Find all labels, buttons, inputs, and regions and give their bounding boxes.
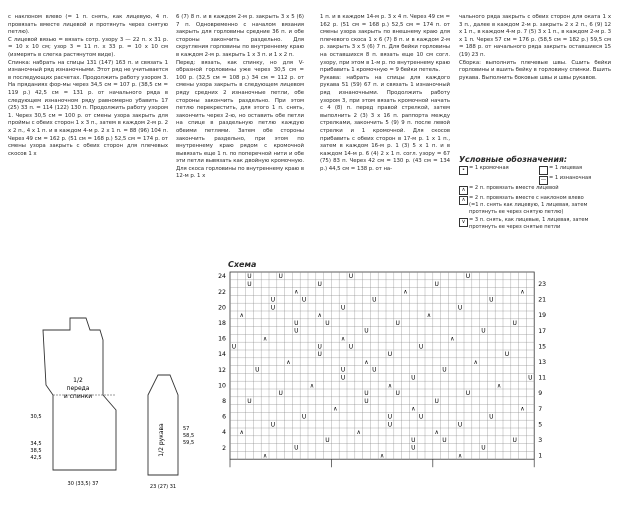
row-number-right: 17 — [538, 327, 547, 335]
stitch-symbol: ∧ — [457, 452, 463, 460]
stitch-symbol: ∧ — [262, 335, 268, 343]
row-number-left: 24 — [218, 273, 226, 281]
stitch-symbol: U — [512, 319, 517, 327]
stitch-symbol: U — [418, 343, 424, 351]
sleeve-label: 1/2 рукава — [158, 423, 165, 457]
stitch-symbol: ∧ — [286, 358, 291, 366]
row-number-right: 1 — [538, 452, 543, 460]
legend-text: = 1 лицевая — [549, 165, 583, 171]
row-number-right: 15 — [538, 343, 547, 351]
dim-hem3: 42,5 — [30, 455, 42, 461]
stitch-symbol: U — [348, 343, 354, 351]
dim-hem2: 38,5 — [30, 448, 42, 454]
stitch-symbol: U — [481, 444, 486, 452]
legend-text: = 1 кромочная — [469, 165, 509, 171]
paragraph: 6 (7) 8 п. и в каждом 2-м р. закрыть 3 х 5 (6) 7 п. Одновременно с началом вязания закрыть для горловины средние 36 п. и обе стороны закончить раздельно. Для скругления горловины по внутреннему краю в каждом 2-м р. закрыть 1 х 3 п. и 1 х 2 п. — [176, 14, 304, 58]
front-label-3: и спинки — [63, 393, 93, 400]
stitch-symbol: ∧ — [356, 429, 361, 437]
paragraph: с наклоном влево (= 1 п. снять, как лицевую, 4 п. провязать вместе лицевой и протянуть через снятую петлю). — [8, 14, 168, 36]
paragraph: Перед: вязать, как спинку, но для V-образной горловины уже через 30,5 см = 100 р. (32,5 см = 108 р.) 34 см = 112 р. от смены узора закрыть в следующем лицевом ряду средних 2 изнаночные петли, обе стороны закончить раздельно. При этом петлю перекрестить, для этого 1 п. снять, закончить через 2-ю, но оставить обе петли на спице в раздельную петлю каждую обеими петлями. Затем обе стороны закончить раздельно, при этом по внутреннему краю рядом с кромочной вывязать еще 1 п. по поперечной нити и обе эти петли вывязать как двойную кромочную. Для скоса горловины по внутреннему краю в 12-м р. 1 х — [176, 59, 304, 180]
sleeve-dim: 58,5 — [183, 433, 195, 439]
stitch-symbol: ∧ — [426, 312, 432, 320]
stitch-symbol: U — [364, 397, 369, 405]
legend-text: = 2 п. провязать вместе лицевой — [469, 185, 559, 191]
row-number-left: 18 — [218, 320, 226, 328]
stitch-symbol: U — [387, 413, 393, 421]
row-number-right: 23 — [538, 281, 547, 289]
row-number-left: 16 — [218, 335, 226, 343]
garment-pattern — [8, 300, 208, 500]
stitch-symbol: U — [348, 273, 354, 281]
stitch-symbol: ∧ — [387, 382, 393, 390]
stitch-symbol: U — [340, 374, 346, 382]
stitch-symbol: U — [528, 374, 533, 382]
row-number-left: 22 — [218, 288, 226, 296]
sleeve-dim: 59,5 — [183, 440, 195, 446]
stitch-symbol: U — [465, 273, 471, 281]
dim-width: 30 (33,5) 37 — [67, 481, 99, 487]
stitch-symbol: U — [481, 327, 486, 335]
stitch-symbol: ∧ — [473, 358, 478, 366]
stitch-symbol: U — [372, 296, 377, 304]
row-number-right: 11 — [538, 374, 547, 382]
schema-title: Схема — [228, 260, 257, 269]
stitch-symbol: ∧ — [239, 312, 244, 320]
sleeve-dim: 57 — [183, 426, 190, 432]
stitch-symbol: U — [364, 327, 369, 335]
stitch-symbol: U — [278, 273, 283, 281]
stitch-symbol: ∧ — [239, 429, 244, 437]
stitch-symbol: U — [418, 413, 424, 421]
stitch-symbol: U — [340, 366, 346, 374]
sk3p-symbol: ∨ — [459, 218, 468, 227]
dim-height: 30,5 — [30, 414, 42, 420]
stitch-symbol: U — [442, 366, 447, 374]
paragraph: Сборка: выполнить плечевые швы. Сшить бейки горловины и вшить бейку в горловину спинки. Вшить рукава. Выполнить боковые швы и швы рукавов. — [459, 59, 611, 81]
front-label-1: 1/2 — [73, 377, 83, 384]
legend-text: = 1 изнаночная — [549, 175, 592, 181]
stitch-symbol: ∧ — [496, 382, 502, 390]
stitch-symbol: ∧ — [450, 335, 455, 343]
dim-hem: 34,5 — [30, 441, 42, 447]
stitch-symbol: U — [411, 436, 416, 444]
stitch-symbol: U — [325, 319, 330, 327]
row-number-left: 12 — [218, 366, 226, 374]
stitch-symbol: U — [387, 421, 393, 429]
stitch-symbol: U — [301, 413, 307, 421]
row-number-right: 9 — [538, 390, 543, 398]
row-number-left: 2 — [222, 444, 226, 452]
stitch-symbol: U — [434, 280, 439, 288]
legend-text: = 2 п. провязать вместе с наклоном влево (=1 п. снять как лицевую, 1 лицевая, затем протянуть ее через снятую петлю) — [469, 195, 588, 215]
stitch-symbol: ∧ — [379, 452, 385, 460]
row-number-left: 6 — [222, 413, 226, 421]
stitch-symbol: U — [395, 390, 400, 398]
stitch-symbol: U — [317, 343, 322, 351]
legend-text: = 3 п. снять, как лицевые, 1 лицевая, затем протянуть ее через снятые петли — [469, 217, 589, 230]
stitch-symbol: U — [489, 296, 494, 304]
stitch-symbol: U — [325, 436, 330, 444]
ssk-symbol: ∧ — [459, 196, 468, 205]
paragraph: чального ряда закрыть с обеих сторон для оката 1 х 3 п., далее в каждом 2-м р. закрыть 2 х 2 п., 6 (9) 12 х 1 п., в каждом 4-м р. 7 (5) 3 х 1 п., в каждом 2-м р. 3 х 1 п. Через 57 см = 176 р. (58,5 см = 182 р.) 59,5 см = 188 р. от начального ряда закрыть оставшиеся 15 (19) 23 п. — [459, 14, 611, 58]
row-number-left: 8 — [222, 398, 226, 406]
paragraph: 1 п. и в каждом 14-м р. 3 х 4 п. Через 49 см = 162 р. (51 см = 168 р.) 52,5 см = 174 п. от смены узора закрыть по внешнему краю для плечевого скоса 1 х 6 (7) 8 п. и в каждом 2-м р. закрыть 3 х 5 (6) 7 п. Для бейки горловины на оставшихся 8 п. вязать еще 10 см согл. узору, при этом в 1-м р. по внутреннему краю прибавить 1 кромочную = 9 бейки петель. — [320, 14, 450, 74]
stitch-symbol: ∧ — [294, 288, 299, 296]
stitch-symbol: U — [294, 319, 299, 327]
stitch-symbol: ∧ — [262, 452, 268, 460]
stitch-symbol: U — [278, 390, 283, 398]
stitch-symbol: ∧ — [434, 429, 439, 437]
stitch-symbol: ∧ — [309, 382, 315, 390]
stitch-symbol: U — [465, 390, 471, 398]
stitch-symbol: U — [457, 304, 463, 312]
stitch-symbol: U — [411, 444, 416, 452]
row-number-right: 5 — [538, 421, 543, 429]
row-number-left: 20 — [218, 304, 226, 312]
front-label-2: переда — [66, 385, 90, 392]
stitch-symbol: U — [247, 397, 252, 405]
legend-title: Условные обозначения: — [459, 155, 568, 164]
stitch-symbol: U — [301, 296, 307, 304]
row-number-left: 14 — [218, 351, 226, 359]
stitch-symbol: U — [270, 304, 276, 312]
stitch-symbol: U — [434, 397, 439, 405]
stitch-symbol: ∧ — [520, 405, 525, 413]
stitch-symbol: ∧ — [403, 288, 408, 296]
stitch-symbol: U — [231, 343, 237, 351]
stitch-symbol: U — [372, 366, 377, 374]
row-number-right: 3 — [538, 437, 543, 445]
row-number-left: 4 — [222, 429, 226, 437]
stitch-symbol: U — [247, 280, 252, 288]
stitch-symbol: U — [364, 390, 369, 398]
row-number-left: 10 — [218, 382, 226, 390]
row-number-right: 21 — [538, 296, 547, 304]
row-number-right: 7 — [538, 405, 543, 413]
stitch-symbol: U — [340, 304, 346, 312]
stitch-symbol: ∧ — [520, 288, 525, 296]
stitch-symbol: U — [270, 421, 276, 429]
selvage-symbol: • — [459, 166, 468, 175]
stitch-symbol: U — [457, 421, 463, 429]
stitch-symbol: ∧ — [364, 358, 369, 366]
stitch-symbol: U — [512, 436, 517, 444]
stitch-symbol: U — [489, 413, 494, 421]
stitch-symbol: ∧ — [340, 335, 346, 343]
k2tog-symbol: ∧ — [459, 186, 468, 195]
stitch-symbol: U — [294, 327, 299, 335]
row-number-right: 13 — [538, 359, 547, 367]
paragraph: Спинка: набрать на спицы 131 (147) 163 п. и связать 1 изнаночный ряд изнаночными. Этот ряд не учитывается в последующих расчетах. Продолжить работу узором 3. На пряданиях фор-мы через 34,5 см = 107 р. (38,5 см = 119 р.) 42,5 см = 131 р. от начального ряда в следующем изнаночном ряду равномерно убавить 17 (25) 33 п. = 114 (122) 130 п. Продолжить работу узором 1. Через 30,5 см = 100 р. от смены узора закрыть для проймы с обеих сторон 1 х 3 п., затем в каждом 2-м р. 2 х 2 п., 4 х 1 п. и в каждом 4-м р. 2 х 1 п. = 88 (96) 104 п. Через 49 см = 162 р. (51 см = 168 р.) 52,5 см = 174 р. от смены узора закрыть с обеих сторон для плечевых скосов 1 х — [8, 59, 168, 157]
sleeve-width: 23 (27) 31 — [149, 484, 177, 490]
stitch-symbol: U — [411, 374, 416, 382]
stitch-symbol: ∧ — [411, 405, 416, 413]
stitch-symbol: U — [442, 436, 447, 444]
stitch-symbol: U — [504, 351, 510, 359]
paragraph: С лицевой вязью = вязать сотр. узору 3 — 22 п. х 31 р. = 10 х 10 см; узор 3 = 11 п. х 33 р. = 10 х 10 см (измерять в слегка растянутом виде). — [8, 36, 168, 58]
row-number-right: 19 — [538, 312, 547, 320]
stitch-symbol: U — [247, 273, 252, 281]
stitch-symbol: U — [317, 351, 322, 359]
stitch-symbol: U — [317, 280, 322, 288]
stitch-symbol: U — [395, 319, 400, 327]
stitch-symbol: U — [294, 444, 299, 452]
stitch-symbol: U — [387, 351, 393, 359]
stitch-symbol: ∧ — [317, 312, 322, 320]
stitch-symbol: U — [270, 296, 276, 304]
paragraph: Рукава: набрать на спицы для каждого рукава 51 (59) 67 п. и связать 1 изнаночный ряд изнаночными. Продолжить работу узором 3, при этом вязать кромочной начать с 4 (8) п. перед правой стрелкой, затем выполнить 2 (3) 3 х 16 п. раппорта между стрелками, закончить 5 (9) 9 п. после левой стрелки и 1 кромочной. Для скосов прибавить с обеих сторон в 17-м р. 1 х 1 п., затем в каждом 16-м р. 1 (3) 5 х 1 п. и в каждом 14-м р. 6 (4) 2 х 1 п. согл. узору = 67 (75) 83 п. Через 42 см = 130 р. (43 см = 134 р.) 44,5 см = 138 р. от на- — [320, 74, 450, 172]
purl-symbol: — — [540, 177, 547, 183]
stitch-symbol: ∧ — [333, 405, 338, 413]
stitch-symbol: U — [255, 366, 260, 374]
